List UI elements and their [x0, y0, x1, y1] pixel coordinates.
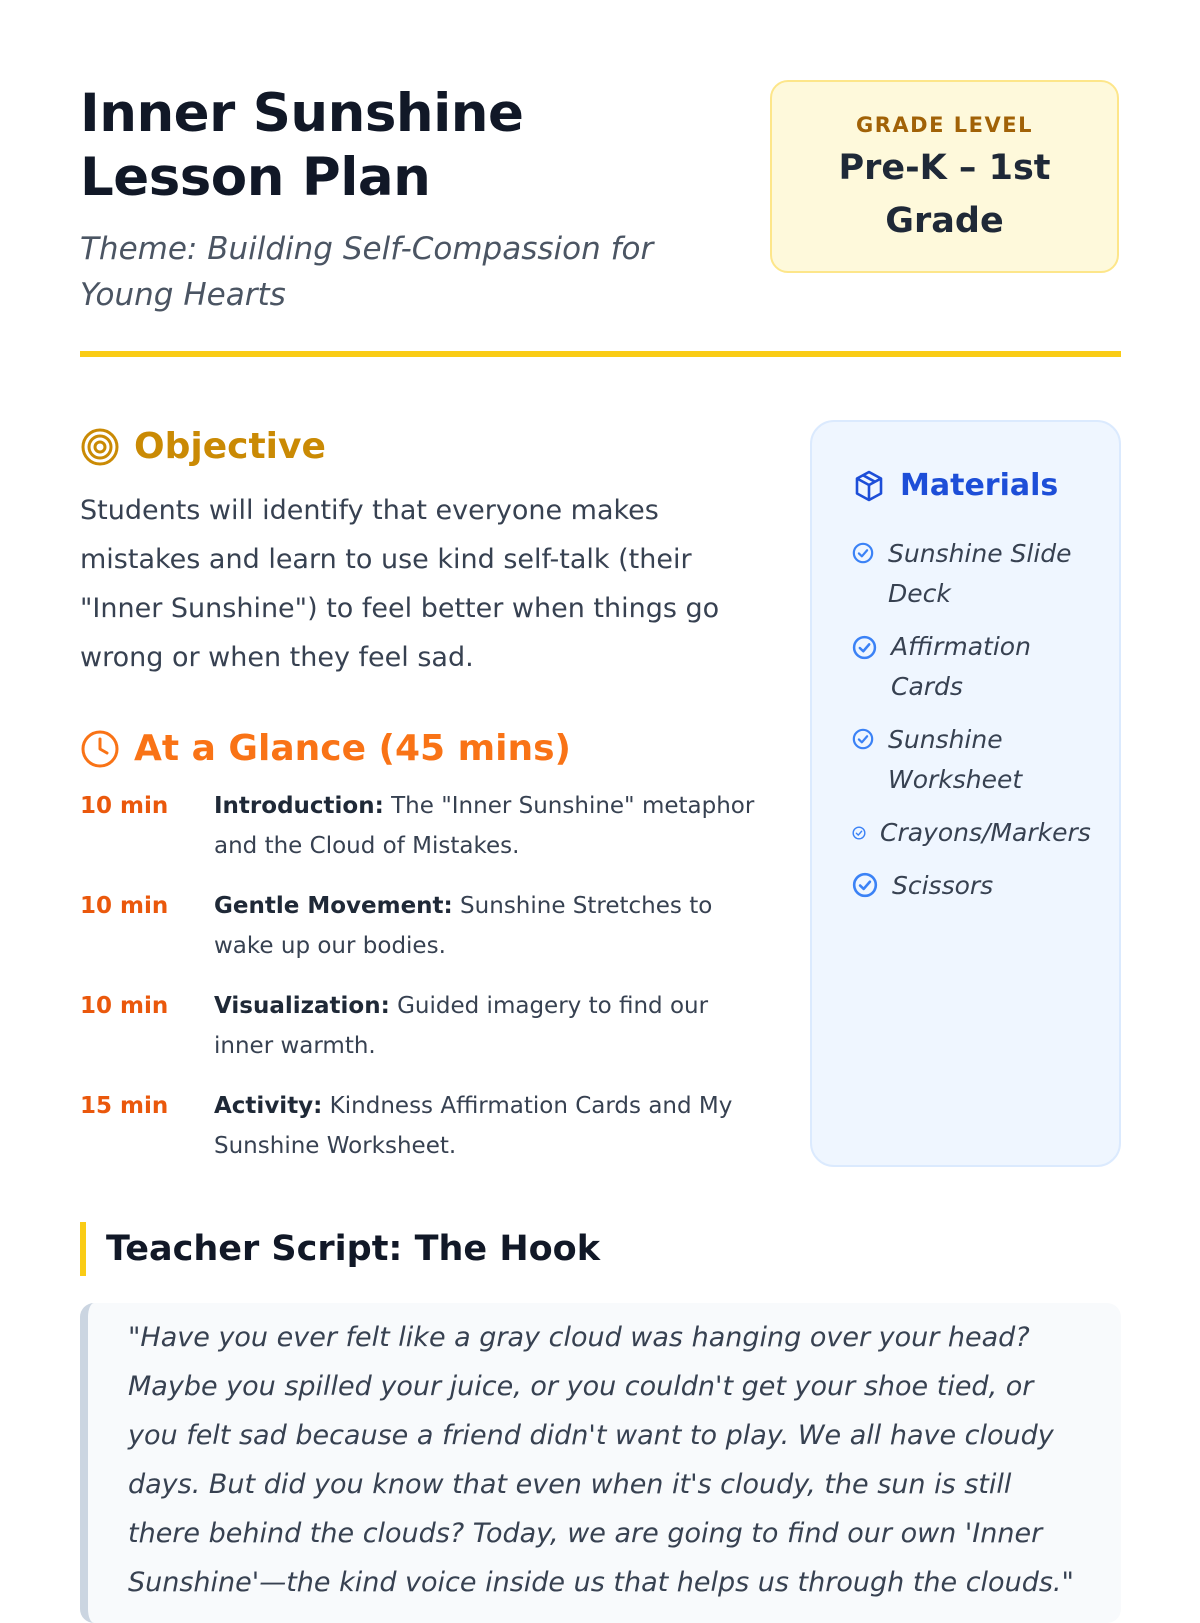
schedule-label: Gentle Movement: — [214, 893, 453, 919]
schedule-text: Sunshine Stretches to wake up our bodies. — [214, 893, 713, 959]
schedule-description — [214, 786, 774, 866]
package-icon — [852, 469, 886, 503]
schedule-label: Introduction: — [214, 793, 384, 819]
material-label: Sunshine Worksheet — [888, 725, 1023, 794]
teacher-script-heading — [80, 1222, 1121, 1276]
grade-level-label: GRADE LEVEL — [856, 113, 1033, 137]
clock-icon — [80, 729, 120, 769]
grade-level-card — [770, 80, 1119, 273]
schedule-time: 10 min — [80, 893, 169, 919]
material-label: Scissors — [892, 871, 994, 900]
at-a-glance-heading — [80, 726, 571, 772]
grade-level-value: Pre-K – 1st Grade — [838, 148, 1051, 241]
schedule-label: Visualization: — [214, 993, 390, 1019]
materials-heading-label: Materials — [900, 468, 1059, 503]
teacher-script-quote — [80, 1303, 1121, 1623]
at-a-glance-heading-label: At a Glance (45 mins) — [134, 728, 571, 769]
schedule-text: Kindness Affirmation Cards and My Sunshine Worksheet. — [214, 1093, 733, 1159]
material-label: Sunshine Slide Deck — [888, 539, 1072, 608]
schedule-item — [80, 986, 780, 1066]
schedule-label: Activity: — [214, 1093, 323, 1119]
check-circle-icon — [852, 872, 878, 898]
schedule-text: Guided imagery to find our inner warmth. — [214, 993, 709, 1059]
materials-panel — [810, 420, 1121, 1167]
material-item — [852, 813, 1102, 853]
material-item — [852, 627, 1102, 707]
objective-heading — [80, 424, 326, 470]
teacher-script-title: Teacher Script: The Hook — [106, 1229, 600, 1269]
schedule-description — [214, 886, 774, 966]
schedule-item — [80, 886, 780, 966]
check-circle-icon — [852, 728, 874, 750]
check-circle-icon — [852, 826, 866, 840]
objective-text: Students will identify that everyone makes mistakes and learn to use kind self-talk (their "Inner Sunshine") to feel better when things go wrong or when they feel sad. — [80, 495, 720, 673]
materials-heading — [852, 464, 1058, 508]
schedule-time: 10 min — [80, 793, 169, 819]
teacher-script-text: "Have you ever felt like a gray cloud was hanging over your head? Maybe you spilled your juice, or you couldn't get your shoe tied, or you felt sad because a friend didn't want to play. We all have cloudy days. But did you know that even when it's cloudy, the sun is still there behind the clouds? Today, we are going to find our own 'Inner Sunshine'—the kind voice inside us that helps us through the clouds." — [128, 1322, 1074, 1598]
material-label: Crayons/Markers — [880, 818, 1091, 847]
material-item — [852, 866, 1102, 906]
material-item — [852, 534, 1102, 614]
heading-accent-bar — [80, 1222, 86, 1276]
material-item — [852, 720, 1102, 800]
check-circle-icon — [852, 635, 877, 660]
page-subtitle: Theme: Building Self-Compassion for Young Hearts — [80, 231, 654, 313]
target-icon — [80, 427, 120, 467]
lesson-plan-page — [80, 0, 1121, 1600]
material-label: Affirmation Cards — [891, 632, 1031, 701]
schedule-time: 10 min — [80, 993, 169, 1019]
schedule-time: 15 min — [80, 1093, 169, 1119]
check-circle-icon — [852, 542, 874, 564]
schedule-description — [214, 1086, 774, 1166]
lesson-header — [80, 78, 1121, 368]
schedule-text: The "Inner Sunshine" metaphor and the Cloud of Mistakes. — [214, 793, 755, 859]
objective-heading-label: Objective — [134, 426, 326, 467]
schedule-item — [80, 786, 780, 866]
header-divider — [80, 351, 1121, 357]
schedule-item — [80, 1086, 780, 1166]
schedule-description — [214, 986, 774, 1066]
page-title: Inner Sunshine Lesson Plan — [80, 83, 524, 208]
